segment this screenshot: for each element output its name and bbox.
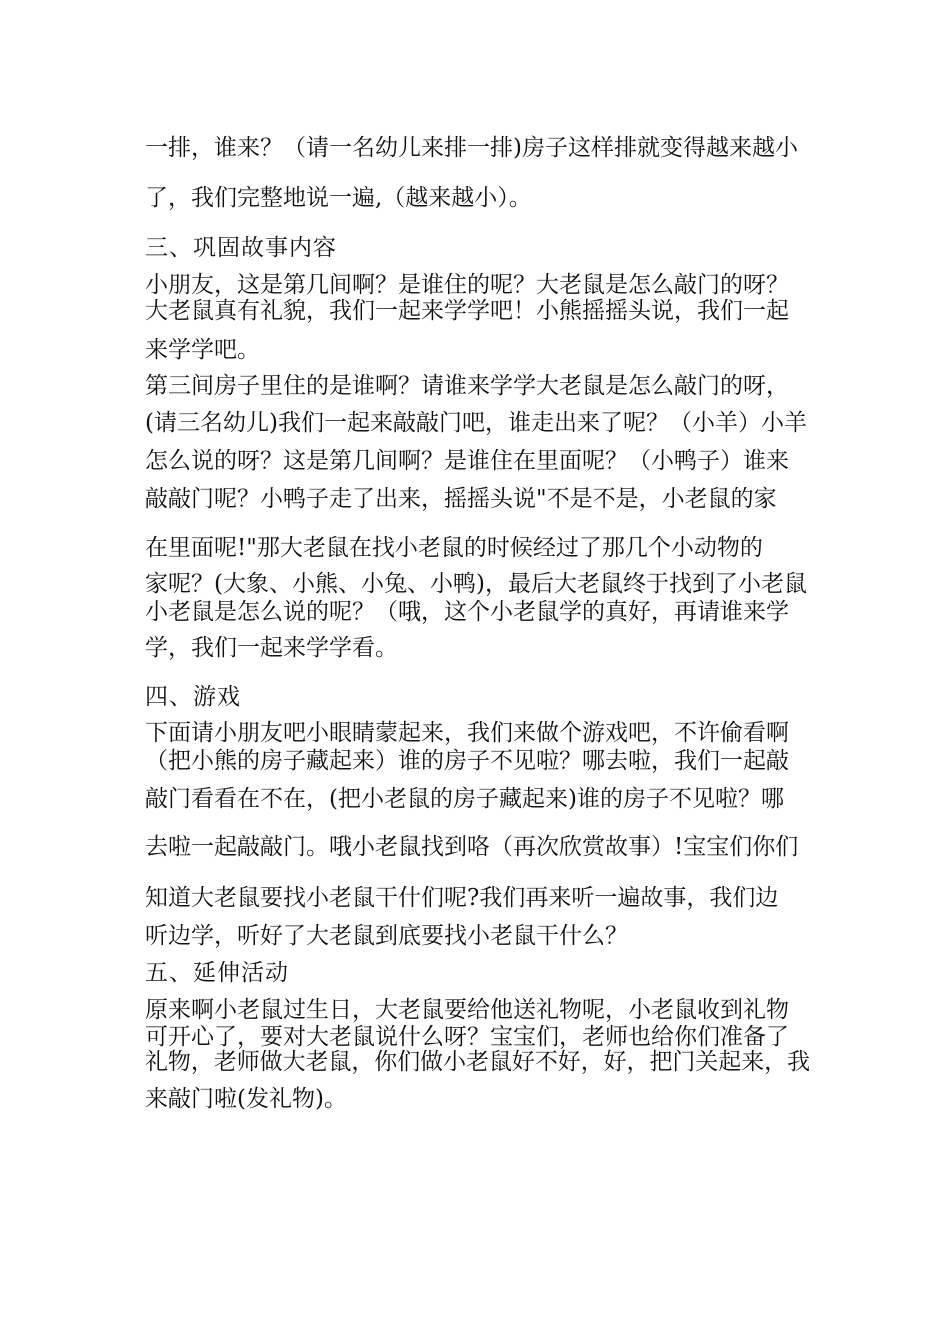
section-heading-5: 五、延伸活动 [145, 960, 289, 986]
section-heading-4: 四、游戏 [145, 684, 241, 710]
text-line: 了，我们完整地说一遍,（越来越小）。 [145, 185, 532, 211]
text-line: 去啦一起敲敲门。哦小老鼠找到咯（再次欣赏故事）!宝宝们你们 [145, 834, 799, 860]
text-line: 家呢？(大象、小熊、小兔、小鸭)，最后大老鼠终于找到了小老鼠 [145, 571, 807, 597]
text-line: 下面请小朋友吧小眼睛蒙起来，我们来做个游戏吧，不许偷看啊 [145, 720, 789, 746]
text-line: 怎么说的呀？这是第几间啊？是谁住在里面呢？（小鸭子）谁来 [145, 448, 789, 474]
text-line: 一排，谁来？（请一名幼儿来排一排)房子这样排就变得越来越小 [145, 135, 798, 161]
text-line: 敲门看看在不在，(把小老鼠的房子藏起来)谁的房子不见啦？哪 [145, 786, 784, 812]
text-line: 敲敲门呢？小鸭子走了出来，摇摇头说"不是不是，小老鼠的家 [145, 486, 777, 512]
text-line: (请三名幼儿)我们一起来敲敲门吧，谁走出来了呢？（小羊）小羊 [145, 410, 807, 436]
text-line: 知道大老鼠要找小老鼠干什们呢?我们再来听一遍故事，我们边 [145, 885, 779, 911]
text-line: 小老鼠是怎么说的呢？（哦，这个小老鼠学的真好，再请谁来学 [145, 599, 789, 625]
text-line: 第三间房子里住的是谁啊？请谁来学学大老鼠是怎么敲门的呀， [145, 373, 789, 399]
text-line: 在里面呢!"那大老鼠在找小老鼠的时候经过了那几个小动物的 [145, 535, 763, 561]
text-line: 听边学，听好了大老鼠到底要找小老鼠干什么？ [145, 923, 628, 949]
text-line: 学，我们一起来学学看。 [145, 635, 398, 661]
text-line: 原来啊小老鼠过生日，大老鼠要给他送礼物呢，小老鼠收到礼物 [145, 997, 789, 1023]
text-line: 可开心了，要对大老鼠说什么呀？宝宝们，老师也给你们准备了 [145, 1024, 789, 1050]
text-line: 小朋友，这是第几间啊？是谁住的呢？大老鼠是怎么敲门的呀？ [145, 272, 789, 298]
text-line: 来学学吧。 [145, 337, 260, 363]
text-line: 大老鼠真有礼貌，我们一起来学学吧！小熊摇摇头说，我们一起 [145, 298, 789, 324]
text-line: （把小熊的房子藏起来）谁的房子不见啦？哪去啦，我们一起敲 [145, 748, 789, 774]
section-heading-3: 三、巩固故事内容 [145, 235, 337, 261]
text-line: 来敲门啦(发礼物)。 [145, 1086, 347, 1112]
text-line: 礼物，老师做大老鼠，你们做小老鼠好不好，好，把门关起来，我 [145, 1049, 810, 1075]
